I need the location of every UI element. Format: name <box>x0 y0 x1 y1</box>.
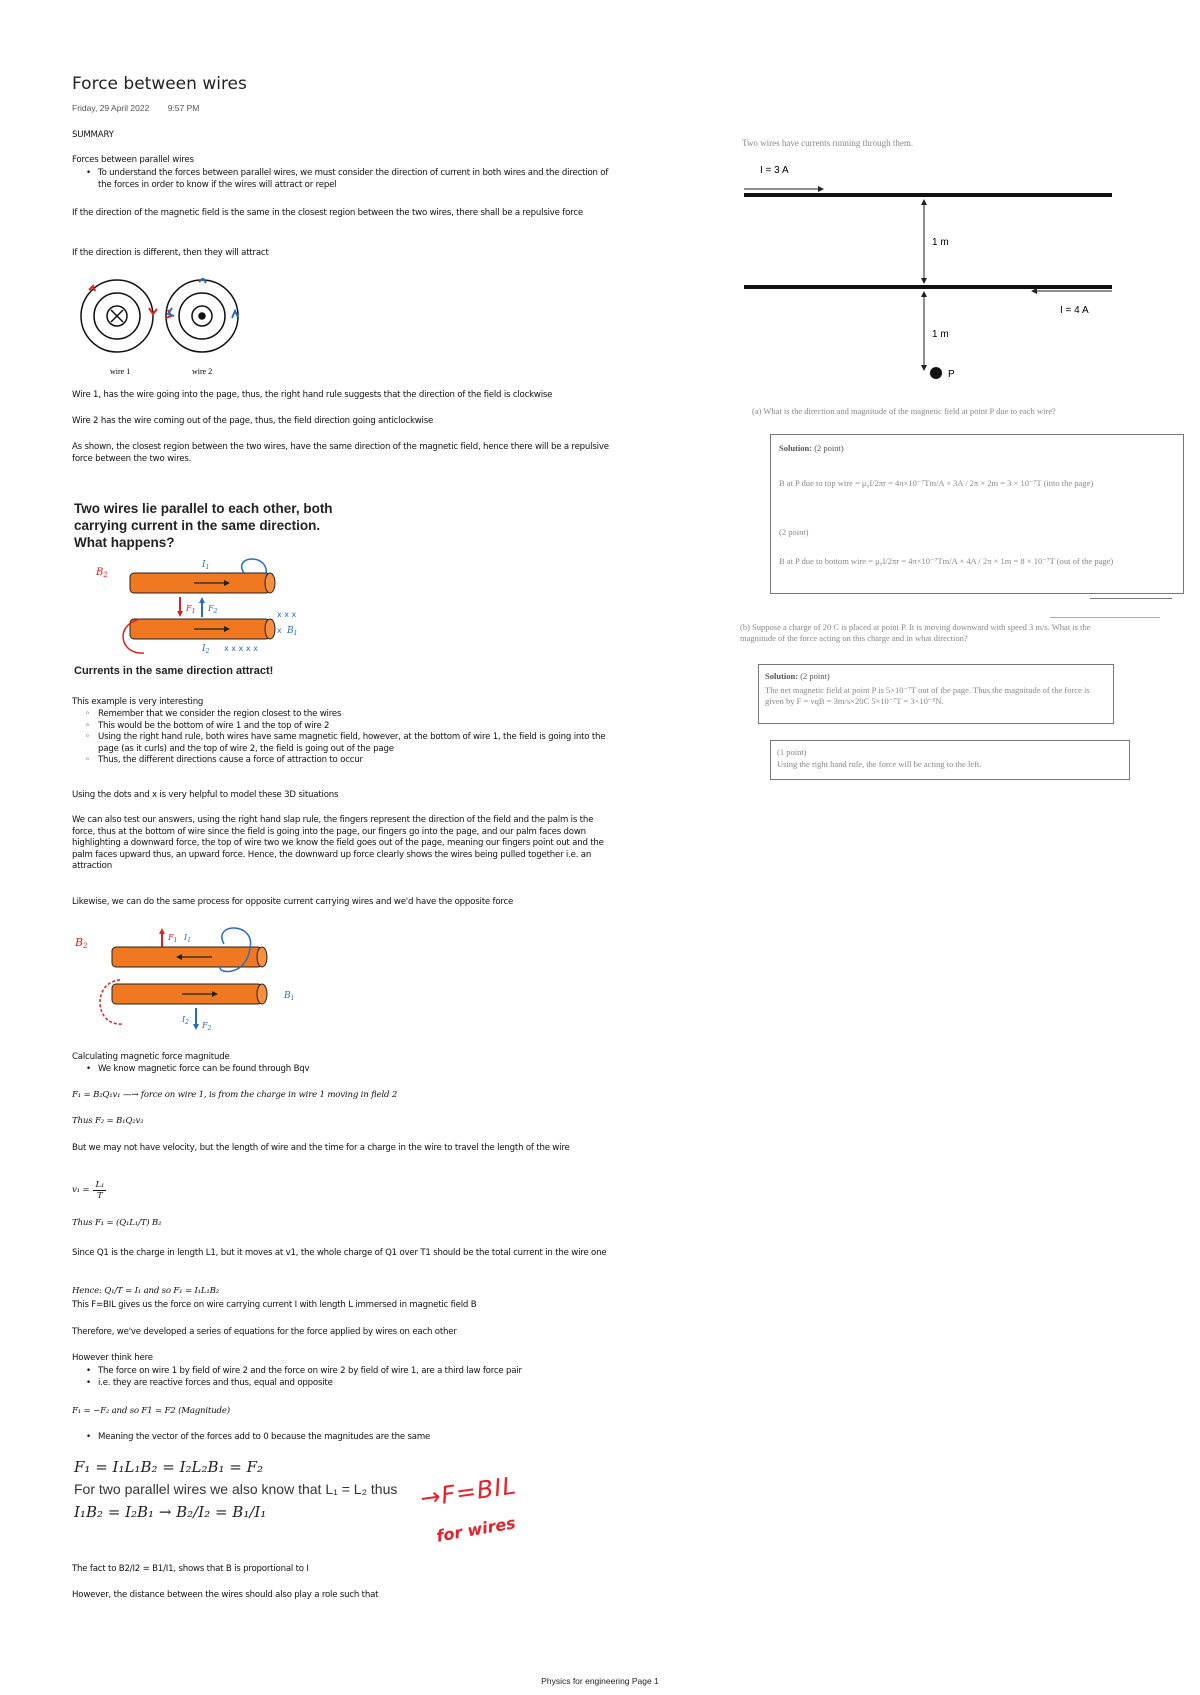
i2-label: I <box>202 644 206 654</box>
para-test: We can also test our answers, using the right hand slap rule, the fingers represent the direction of the field and the palm is the force, thus at the bottom of wire since the field is going into the page, our fingers go into the page, and our palm faces down highlighting a downward force, the top of wire two we know the field goes out of the page, meaning our fingers point out and the palm faces upward thus, an upward force. Hence, the downward up force clearly shows the wires being pulled together i.e. an attraction <box>72 815 604 871</box>
svg-text:x x x x x: x x x x x <box>224 644 258 653</box>
sol-a-pts: (2 point) <box>814 443 844 453</box>
f2-label: F <box>208 604 214 613</box>
handwritten-fbil: →F=BIL <box>418 1471 519 1513</box>
svg-text:I2 <box>201 644 210 655</box>
svg-text:I2: $I_2$ <box>182 1015 189 1026</box>
svg-text:I1: $I_1$ <box>184 933 191 944</box>
solution-a-box <box>770 434 1184 594</box>
big-equation-1: F₁ = I₁L₁B₂ = I₂L₂B₁ = F₂ <box>74 1458 264 1476</box>
divider <box>1050 617 1160 618</box>
intro-list <box>72 168 617 191</box>
sol-a-eq2: B at P due to bottom wire = μ₀I/2πr = 4π×10⁻⁷Tm/A × 4A / 2π × 1m = 8 × 10⁻⁷T (out of the page) <box>779 556 1114 566</box>
distance-1: 1 m <box>932 237 949 248</box>
divider <box>1090 598 1172 599</box>
solution-c-box <box>770 740 1130 780</box>
equation-third-law: F₁ = −F₂ and so F1 = F2 (Magnitude) <box>72 1406 230 1416</box>
sub-bullet-list <box>72 709 617 767</box>
list-item: • To understand the forces between parallel wires, we must consider the direction of current in both wires and the direction of the forces in order to know if the wires will attract or repel <box>72 168 617 191</box>
page-date <box>72 103 215 113</box>
para-therefore: Therefore, we've developed a series of equations for the force applied by wires on each other <box>72 1327 457 1337</box>
figure-heading: Two wires lie parallel to each other, both carrying current in the same direction. What happens? <box>74 501 333 550</box>
para-fbil: This F=BIL gives us the force on wire carrying current I with length L immersed in magnetic field B <box>72 1300 477 1310</box>
page-footer: Physics for engineering Page 1 <box>541 1676 659 1686</box>
equation-force-wire2: Thus F₂ = B₁Q₂v₂ <box>72 1116 144 1126</box>
sol-b-text: The net magnetic field at point P is 5×10⁻⁷T out of the page. Thus the magnitude of the force is given by F = vqB = 3m/s×20C 5×10⁻⁷T = 3×10⁻⁵N. <box>765 685 1090 706</box>
same-direction-diagram <box>74 555 314 655</box>
para-interesting: This example is very interesting <box>72 697 204 707</box>
same-direction-figure <box>74 500 354 677</box>
i2-sub: 2 <box>205 648 210 655</box>
wire2-label: wire 2 <box>192 367 213 376</box>
equation-force-substituted: Thus F₁ = (Q₁L₁/T) B₂ <box>72 1218 162 1228</box>
list-item: • The force on wire 1 by field of wire 2 and the force on wire 2 by field of wire 1, are a third law force pair <box>72 1366 617 1378</box>
svg-text:F2: $F_2$ <box>202 1021 212 1032</box>
current-top-label: I = 3 A <box>760 165 789 176</box>
para-wire1: Wire 1, has the wire going into the page, thus, the right hand rule suggests that the direction of the field is clockwise <box>72 390 553 400</box>
para-dots: Using the dots and x is very helpful to model these 3D situations <box>72 790 339 800</box>
point-label: P <box>948 369 955 380</box>
meaning-list <box>72 1432 617 1444</box>
svg-text:x: x <box>277 626 282 635</box>
svg-text:B1: $B_1$ <box>284 991 295 1002</box>
para-wire2: Wire 2 has the wire coming out of the page, thus, the field direction going anticlockwise <box>72 416 434 426</box>
para-since: Since Q1 is the charge in length L1, but it moves at v1, the whole charge of Q1 over T1 should be the total current in the wire one <box>72 1248 607 1258</box>
sol-a-eq1: B at P due to top wire = μ₀I/2πr = 4π×10⁻⁷Tm/A × 3A / 2π × 2m = 3 × 10⁻⁷T (into the page) <box>779 478 1094 488</box>
summary-heading: SUMMARY <box>72 130 114 140</box>
time-text: 9:57 PM <box>167 103 200 113</box>
date-text: Friday, 29 April 2022 <box>72 103 150 113</box>
sol-c-text: Using the right hand rule, the force will be acting to the left. <box>777 759 982 769</box>
svg-text:B2: B2 <box>75 936 88 950</box>
list-item: • i.e. they are reactive forces and thus, equal and opposite <box>72 1378 617 1390</box>
svg-text:F2 <box>207 604 218 615</box>
sol-c-pts: (1 point) <box>777 747 807 757</box>
eq-num: L₁ <box>95 1180 105 1190</box>
question-a: (a) What is the direction and magnitude of the magnetic field at point P due to each wire? <box>752 406 1056 416</box>
big-equation-3: I₁B₂ = I₂B₁ → B₂/I₂ = B₁/I₁ <box>74 1503 267 1521</box>
svg-text:F1: $F_1$ <box>168 933 178 944</box>
sol-b-pts: (2 point) <box>800 671 830 681</box>
svg-text:B1 <box>286 626 297 637</box>
svg-text:I1 <box>201 560 209 571</box>
opposite-direction-diagram <box>72 922 302 1032</box>
eq-lhs: v₁ = <box>72 1184 90 1195</box>
current-bottom-label: I = 4 A <box>1060 305 1089 316</box>
b2-sub: 2 <box>103 571 108 579</box>
section-heading: Forces between parallel wires <box>72 155 194 165</box>
distance-2: 1 m <box>932 329 949 340</box>
page-title: Force between wires <box>72 74 247 94</box>
big-equation-2: For two parallel wires we also know that L₁ = L₂ thus <box>74 1481 398 1497</box>
i1-sub: 1 <box>205 564 210 571</box>
list-item: ◦ Remember that we consider the region closest to the wires <box>72 709 617 721</box>
para-however: However, the distance between the wires should also play a role such that <box>72 1590 379 1600</box>
think-heading: However think here <box>72 1353 153 1363</box>
point-p <box>930 367 942 379</box>
i1-label: I <box>202 560 206 570</box>
list-item: ◦ Thus, the different directions cause a force of attraction to occur <box>72 755 617 767</box>
b1-label: B <box>287 626 294 636</box>
wire1-field <box>81 280 153 352</box>
wire2-field <box>166 280 238 352</box>
svg-text:B2 <box>95 567 108 579</box>
para-fact: The fact to B2/I2 = B1/I1, shows that B is proportional to I <box>72 1564 309 1574</box>
circular-field-diagram <box>72 278 252 378</box>
wire1-label: wire 1 <box>110 367 131 376</box>
list-item: ◦ Using the right hand rule, both wires have same magnetic field, however, at the bottom of wire 1, the field is going into the page (as it curls) and the top of wire 2, the field is going out of the page <box>72 732 617 755</box>
b1-sub: 1 <box>293 630 298 637</box>
para-diff: If the direction is different, then they will attract <box>72 248 269 258</box>
para-velocity: But we may not have velocity, but the length of wire and the time for a charge in the wire to travel the length of the wire <box>72 1143 570 1153</box>
calc-heading: Calculating magnetic force magnitude <box>72 1052 230 1062</box>
think-list <box>72 1366 617 1389</box>
figure-caption: Currents in the same direction attract! <box>74 665 274 677</box>
bottom-wire <box>130 619 275 639</box>
para-shown: As shown, the closest region between the two wires, have the same direction of the magnetic field, hence there will be a repulsive force between the two wires. <box>72 442 609 464</box>
equation-force-wire1: F₁ = B₂Q₁v₁ —→ force on wire 1, is from the charge in wire 1 moving in field 2 <box>72 1090 398 1100</box>
equation-velocity <box>72 1180 106 1201</box>
handwritten-for-wires: for wires <box>434 1513 517 1546</box>
problem-wire-diagram <box>740 155 1120 385</box>
svg-text:x x x: x x x <box>277 610 297 619</box>
para-likewise: Likewise, we can do the same process for opposite current carrying wires and we'd have the opposite force <box>72 897 514 907</box>
sol-b-title: Solution: <box>765 671 799 681</box>
para-same: If the direction of the magnetic field is the same in the closest region between the two wires, there shall be a repulsive force <box>72 208 583 218</box>
question-b: (b) Suppose a charge of 20 C is placed at point P. It is moving downward with speed 3 m/s. What is the magnitude of the force acting on this charge and in what direction? <box>740 622 1091 643</box>
problem-intro: Two wires have currents running through them. <box>742 138 914 148</box>
sol-a-pts2: (2 point) <box>779 527 809 537</box>
f1-sub: 1 <box>191 608 196 615</box>
calc-list <box>72 1064 617 1076</box>
list-item: • We know magnetic force can be found through Bqv <box>72 1064 617 1076</box>
solution-b-box <box>758 664 1114 724</box>
list-item: • Meaning the vector of the forces add to 0 because the magnitudes are the same <box>72 1432 617 1444</box>
list-item: ◦ This would be the bottom of wire 1 and the top of wire 2 <box>72 721 617 733</box>
f2-sub: 2 <box>213 608 218 615</box>
equation-hence: Hence: Q₁/T = I₁ and so F₁ = I₁L₁B₂ <box>72 1286 220 1296</box>
sol-a-title: Solution: <box>779 443 813 453</box>
svg-text:F1 <box>185 604 195 615</box>
f1-label: F <box>186 604 192 613</box>
top-wire <box>130 573 275 593</box>
b2-label: B <box>96 567 104 578</box>
eq-den: T <box>97 1191 103 1201</box>
